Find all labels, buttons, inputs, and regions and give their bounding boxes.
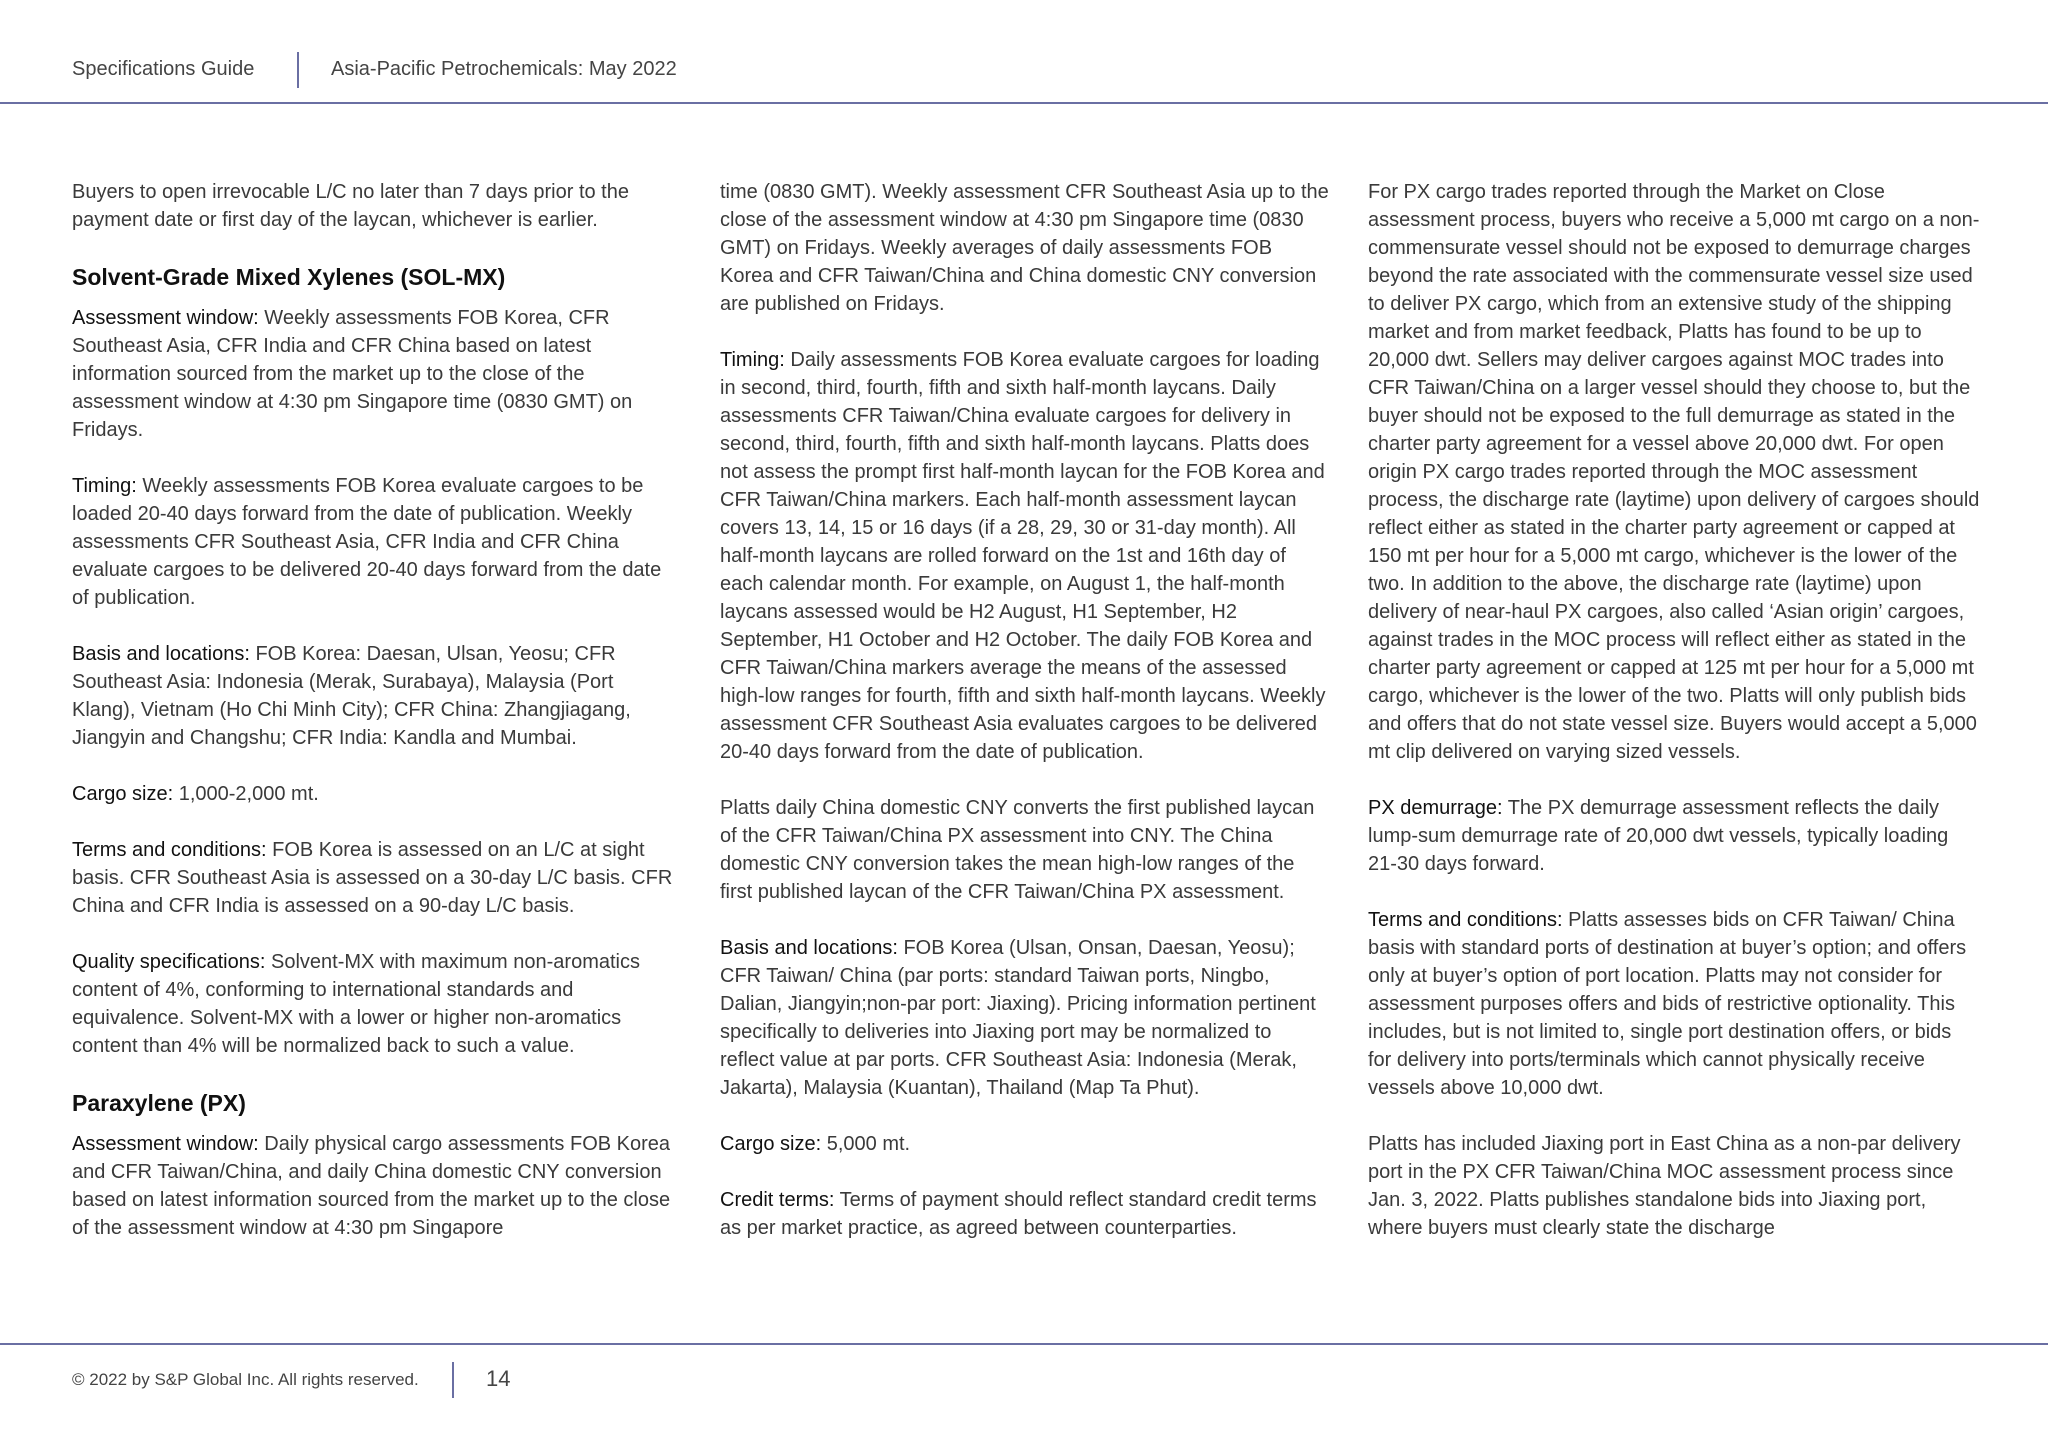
page-number: 14 (486, 1366, 511, 1391)
px-cargo-size (720, 1130, 1330, 1158)
label: PX demurrage: (1368, 797, 1503, 819)
text: Weekly assessments FOB Korea, CFR Southeast Asia, CFR India and CFR China based on latest information sourced from the market up to the close of the assessment window at 4:30 pm Singapore time (0830 GMT) on Fridays. (72, 307, 633, 441)
px-credit-terms (720, 1186, 1330, 1242)
label: Assessment window: (72, 307, 259, 329)
label: Cargo size: (72, 783, 174, 805)
text: Daily physical cargo assessments FOB Korea and CFR Taiwan/China, and daily China domestic CNY conversion based on latest information sourced from the market up to the close of the assessment window at 4:30 pm Singapore (72, 1133, 671, 1239)
footer-divider (452, 1362, 454, 1398)
solmx-cargo-size (72, 780, 682, 808)
text: FOB Korea is assessed on an L/C at sight basis. CFR Southeast Asia is assessed on a 30-day L/C basis. CFR China and CFR India is assessed on a 90-day L/C basis. (72, 839, 673, 917)
px-basis (720, 934, 1330, 1102)
px-assessment-window (72, 1130, 682, 1242)
header-divider (297, 52, 299, 88)
text: Weekly assessments FOB Korea evaluate cargoes to be loaded 20-40 days forward from the date of publication. Weekly assessments CFR Southeast Asia, CFR India and CFR China evaluate cargoes to be delivered 20-40 days forward from the date of publication. (72, 475, 662, 609)
px-heading: Paraxylene (PX) (72, 1090, 246, 1116)
footer-copyright: © 2022 by S&P Global Inc. All rights reserved. (72, 1370, 419, 1389)
px-moc-demurrage-rules: For PX cargo trades reported through the Market on Close assessment process, buyers who receive a 5,000 mt cargo on a non-commensurate vessel should not be exposed to demurrage charges beyond the rate associated with the commensurate vessel size used to deliver PX cargo, which from an extensive study of the shipping market and from market feedback, Platts has found to be up to 20,000 dwt. Sellers may deliver cargoes against MOC trades into CFR Taiwan/China on a larger vessel should they choose to, but the buyer should not be exposed to the full demurrage as stated in the charter party agreement for a vessel above 20,000 dwt. For open origin PX cargo trades reported through the MOC assessment process, the discharge rate (laytime) upon delivery of cargoes should reflect either as stated in the charter party agreement or capped at 150 mt per hour for a 5,000 mt cargo, whichever is the lower of the two. In addition to the above, the discharge rate (laytime) upon delivery of near-haul PX cargoes, also called ‘Asian origin’ cargoes, against trades in the MOC process will reflect either as stated in the charter party agreement or capped at 125 mt per hour for a 5,000 mt cargo, whichever is the lower of the two. Platts will only publish bids and offers that do not state vessel size. Buyers would accept a 5,000 mt clip delivered on varying sized vessels. (1368, 181, 1980, 763)
px-demurrage (1368, 794, 1980, 878)
px-jiaxing: Platts has included Jiaxing port in East China as a non-par delivery port in the PX CFR Taiwan/China MOC assessment process since Jan. 3, 2022. Platts publishes standalone bids into Jiaxing port, where buyers must clearly state the discharge (1368, 1133, 1961, 1239)
label: Timing: (72, 475, 137, 497)
lc-paragraph: Buyers to open irrevocable L/C no later than 7 days prior to the payment date or first day of the laycan, whichever is earlier. (72, 181, 629, 231)
text: Solvent-MX with maximum non-aromatics content of 4%, conforming to international standards and equivalence. Solvent-MX with a lower or higher non-aromatics content than 4% will be normalized back to such a value. (72, 951, 640, 1057)
px-assessment-window-cont: time (0830 GMT). Weekly assessment CFR Southeast Asia up to the close of the assessment window at 4:30 pm Singapore time (0830 GMT) on Fridays. Weekly averages of daily assessments FOB Korea and CFR Taiwan/China and China domestic CNY conversion are published on Fridays. (720, 181, 1329, 315)
px-timing (720, 346, 1330, 766)
label: Credit terms: (720, 1189, 835, 1211)
text: Daily assessments FOB Korea evaluate cargoes for loading in second, third, fourth, fifth and sixth half-month laycans. Daily assessments CFR Taiwan/China evaluate cargoes for delivery in second, third, fourth, fifth and sixth half-month laycans. Platts does not assess the prompt first half-month laycan for the FOB Korea and CFR Taiwan/China markers. Each half-month assessment laycan covers 13, 14, 15 or 16 days (if a 28, 29, 30 or 31-day month). All half-month laycans are rolled forward on the 1st and 16th day of each calendar month. For example, on August 1, the half-month laycans assessed would be H2 August, H1 September, H2 September, H1 October and H2 October. The daily FOB Korea and CFR Taiwan/China markers average the means of the assessed high-low ranges for fourth, fifth and sixth half-month laycans. Weekly assessment CFR Southeast Asia evaluates cargoes to be delivered 20-40 days forward from the date of publication. (720, 349, 1326, 763)
column-2 (720, 178, 1330, 1270)
label: Basis and locations: (72, 643, 250, 665)
page-header (0, 0, 2048, 104)
px-terms (1368, 906, 1980, 1102)
solmx-basis (72, 640, 682, 752)
solmx-heading: Solvent-Grade Mixed Xylenes (SOL-MX) (72, 264, 506, 290)
label: Timing: (720, 349, 785, 371)
text: 5,000 mt. (821, 1133, 911, 1155)
text: The PX demurrage assessment reflects the daily lump-sum demurrage rate of 20,000 dwt vessels, typically loading 21-30 days forward. (1368, 797, 1949, 875)
header-guide-title: Specifications Guide (72, 58, 255, 80)
label: Cargo size: (720, 1133, 822, 1155)
label: Basis and locations: (720, 937, 898, 959)
solmx-assessment-window (72, 304, 682, 444)
label: Quality specifications: (72, 951, 266, 973)
solmx-timing (72, 472, 682, 612)
column-3 (1368, 178, 1980, 1270)
text: FOB Korea: Daesan, Ulsan, Yeosu; CFR Southeast Asia: Indonesia (Merak, Surabaya), Malaysia (Port Klang), Vietnam (Ho Chi Minh City); CFR China: Zhangjiagang, Jiangyin and Changshu; CFR India: Kandla and Mumbai. (72, 643, 631, 749)
footer-divider-line (0, 1343, 2048, 1345)
text: Platts assesses bids on CFR Taiwan/ China basis with standard ports of destination at buyer’s option; and offers only at buyer’s option of port location. Platts may not consider for assessment purposes offers and bids of restrictive optionality. This includes, but is not limited to, single port destination offers, or bids for delivery into ports/terminals which cannot physically receive vessels above 10,000 dwt. (1368, 909, 1967, 1099)
px-cny-conversion: Platts daily China domestic CNY converts the first published laycan of the CFR Taiwan/China PX assessment into CNY. The China domestic CNY conversion takes the mean high-low ranges of the first published laycan of the CFR Taiwan/China PX assessment. (720, 797, 1315, 903)
label: Assessment window: (72, 1133, 259, 1155)
text: FOB Korea (Ulsan, Onsan, Daesan, Yeosu); CFR Taiwan/ China (par ports: standard Taiwan ports, Ningbo, Dalian, Jiangyin;non-par port: Jiaxing). Pricing information pertinent specifically to deliveries into Jiaxing port may be normalized to reflect value at par ports. CFR Southeast Asia: Indonesia (Merak, Jakarta), Malaysia (Kuantan), Thailand (Map Ta Phut). (720, 937, 1316, 1099)
header-report-title: Asia-Pacific Petrochemicals: May 2022 (331, 58, 677, 80)
text: Terms of payment should reflect standard credit terms as per market practice, as agreed between counterparties. (720, 1189, 1317, 1239)
solmx-quality (72, 948, 682, 1060)
column-1 (72, 178, 682, 1270)
label: Terms and conditions: (1368, 909, 1563, 931)
text: 1,000-2,000 mt. (173, 783, 319, 805)
solmx-terms (72, 836, 682, 920)
label: Terms and conditions: (72, 839, 267, 861)
